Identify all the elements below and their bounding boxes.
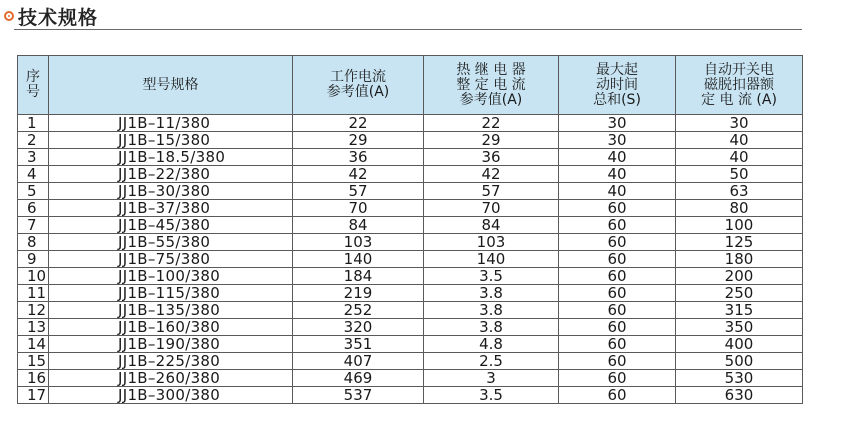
model-cell: JJ1B–75/380	[49, 251, 293, 268]
seq-cell: 11	[18, 285, 49, 302]
thermal-relay-cell: 3	[424, 370, 559, 387]
section-title: 技术规格	[18, 6, 99, 29]
start-time-cell: 60	[559, 285, 676, 302]
breaker-current-cell: 200	[676, 268, 803, 285]
breaker-current-cell: 630	[676, 387, 803, 404]
start-time-cell: 40	[559, 166, 676, 183]
breaker-current-cell: 530	[676, 370, 803, 387]
start-time-cell: 60	[559, 319, 676, 336]
start-time-cell: 60	[559, 200, 676, 217]
start-time-cell: 40	[559, 183, 676, 200]
seq-cell: 2	[18, 132, 49, 149]
working-current-cell: 36	[293, 149, 424, 166]
model-cell: JJ1B–135/380	[49, 302, 293, 319]
seq-cell: 15	[18, 353, 49, 370]
seq-cell: 3	[18, 149, 49, 166]
breaker-current-cell: 50	[676, 166, 803, 183]
table-row	[18, 251, 803, 268]
table-row	[18, 183, 803, 200]
seq-cell: 6	[18, 200, 49, 217]
thermal-relay-cell: 57	[424, 183, 559, 200]
breaker-current-cell: 30	[676, 115, 803, 132]
seq-cell: 14	[18, 336, 49, 353]
seq-cell: 7	[18, 217, 49, 234]
breaker-current-cell: 80	[676, 200, 803, 217]
bullet-circle-icon	[4, 11, 14, 21]
working-current-cell: 29	[293, 132, 424, 149]
thermal-relay-cell: 84	[424, 217, 559, 234]
seq-cell: 5	[18, 183, 49, 200]
working-current-cell: 103	[293, 234, 424, 251]
breaker-current-cell: 315	[676, 302, 803, 319]
model-cell: JJ1B–15/380	[49, 132, 293, 149]
working-current-cell: 57	[293, 183, 424, 200]
thermal-relay-cell: 22	[424, 115, 559, 132]
table-row	[18, 370, 803, 387]
thermal-relay-cell: 36	[424, 149, 559, 166]
table-row	[18, 217, 803, 234]
working-current-cell: 70	[293, 200, 424, 217]
start-time-cell: 60	[559, 217, 676, 234]
thermal-relay-cell: 3.5	[424, 268, 559, 285]
seq-cell: 12	[18, 302, 49, 319]
col-header-working-current: 工作电流 参考值(A)	[293, 56, 424, 115]
table-row	[18, 268, 803, 285]
working-current-cell: 84	[293, 217, 424, 234]
model-cell: JJ1B–225/380	[49, 353, 293, 370]
table-row	[18, 302, 803, 319]
model-cell: JJ1B–45/380	[49, 217, 293, 234]
breaker-current-cell: 40	[676, 149, 803, 166]
spec-table	[17, 55, 803, 404]
table-row	[18, 387, 803, 404]
model-cell: JJ1B–100/380	[49, 268, 293, 285]
model-cell: JJ1B–300/380	[49, 387, 293, 404]
seq-cell: 8	[18, 234, 49, 251]
table-row	[18, 132, 803, 149]
start-time-cell: 40	[559, 149, 676, 166]
col-header-breaker-rated-current: 自动开关电 磁脱扣器额 定 电 流 (A)	[676, 56, 803, 115]
seq-cell: 10	[18, 268, 49, 285]
thermal-relay-cell: 4.8	[424, 336, 559, 353]
thermal-relay-cell: 29	[424, 132, 559, 149]
thermal-relay-cell: 3.8	[424, 285, 559, 302]
working-current-cell: 537	[293, 387, 424, 404]
working-current-cell: 252	[293, 302, 424, 319]
seq-cell: 4	[18, 166, 49, 183]
model-cell: JJ1B–18.5/380	[49, 149, 293, 166]
seq-cell: 9	[18, 251, 49, 268]
table-row	[18, 234, 803, 251]
seq-cell: 16	[18, 370, 49, 387]
thermal-relay-cell: 140	[424, 251, 559, 268]
col-header-max-start-time: 最大起 动时间 总和(S)	[559, 56, 676, 115]
heading-divider	[14, 29, 802, 30]
start-time-cell: 60	[559, 268, 676, 285]
start-time-cell: 60	[559, 234, 676, 251]
table-row	[18, 200, 803, 217]
model-cell: JJ1B–190/380	[49, 336, 293, 353]
working-current-cell: 469	[293, 370, 424, 387]
table-row	[18, 353, 803, 370]
start-time-cell: 60	[559, 336, 676, 353]
thermal-relay-cell: 103	[424, 234, 559, 251]
col-header-thermal-relay-current: 热 继 电 器 整 定 电 流 参考值(A)	[424, 56, 559, 115]
thermal-relay-cell: 2.5	[424, 353, 559, 370]
seq-cell: 13	[18, 319, 49, 336]
breaker-current-cell: 40	[676, 132, 803, 149]
breaker-current-cell: 100	[676, 217, 803, 234]
seq-cell: 17	[18, 387, 49, 404]
thermal-relay-cell: 70	[424, 200, 559, 217]
model-cell: JJ1B–260/380	[49, 370, 293, 387]
table-row	[18, 336, 803, 353]
col-header-seq: 序 号	[18, 56, 49, 115]
start-time-cell: 60	[559, 353, 676, 370]
breaker-current-cell: 350	[676, 319, 803, 336]
working-current-cell: 140	[293, 251, 424, 268]
table-row	[18, 115, 803, 132]
start-time-cell: 60	[559, 302, 676, 319]
model-cell: JJ1B–37/380	[49, 200, 293, 217]
working-current-cell: 22	[293, 115, 424, 132]
section-heading	[4, 3, 98, 29]
working-current-cell: 42	[293, 166, 424, 183]
model-cell: JJ1B–55/380	[49, 234, 293, 251]
working-current-cell: 407	[293, 353, 424, 370]
table-row	[18, 285, 803, 302]
start-time-cell: 60	[559, 370, 676, 387]
working-current-cell: 320	[293, 319, 424, 336]
working-current-cell: 219	[293, 285, 424, 302]
breaker-current-cell: 500	[676, 353, 803, 370]
working-current-cell: 184	[293, 268, 424, 285]
table-header-row	[18, 56, 803, 115]
thermal-relay-cell: 3.5	[424, 387, 559, 404]
breaker-current-cell: 125	[676, 234, 803, 251]
thermal-relay-cell: 3.8	[424, 302, 559, 319]
model-cell: JJ1B–115/380	[49, 285, 293, 302]
working-current-cell: 351	[293, 336, 424, 353]
col-header-model: 型号规格	[49, 56, 293, 115]
model-cell: JJ1B–30/380	[49, 183, 293, 200]
table-row	[18, 166, 803, 183]
model-cell: JJ1B–22/380	[49, 166, 293, 183]
thermal-relay-cell: 42	[424, 166, 559, 183]
table-row	[18, 149, 803, 166]
model-cell: JJ1B–160/380	[49, 319, 293, 336]
seq-cell: 1	[18, 115, 49, 132]
breaker-current-cell: 400	[676, 336, 803, 353]
start-time-cell: 60	[559, 251, 676, 268]
breaker-current-cell: 250	[676, 285, 803, 302]
table-row	[18, 319, 803, 336]
start-time-cell: 30	[559, 115, 676, 132]
breaker-current-cell: 180	[676, 251, 803, 268]
thermal-relay-cell: 3.8	[424, 319, 559, 336]
start-time-cell: 60	[559, 387, 676, 404]
model-cell: JJ1B–11/380	[49, 115, 293, 132]
breaker-current-cell: 63	[676, 183, 803, 200]
start-time-cell: 30	[559, 132, 676, 149]
